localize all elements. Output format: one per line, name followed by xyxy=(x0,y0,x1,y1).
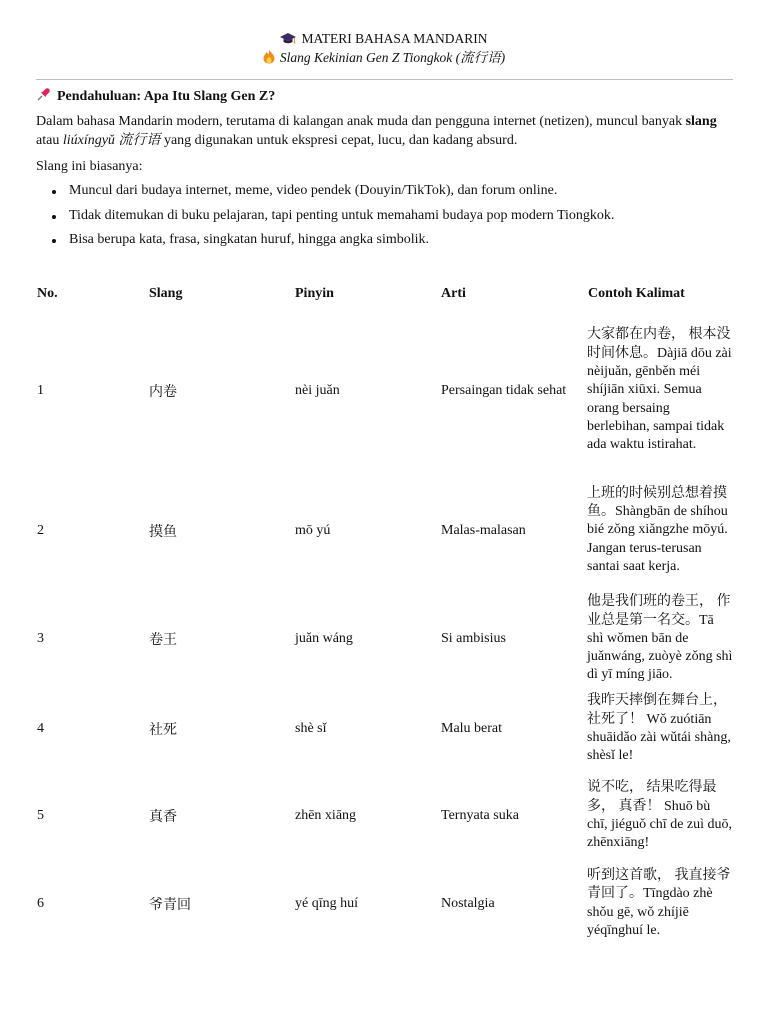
bullet-item: Bisa berupa kata, frasa, singkatan huruf, hingga angka simbolik. xyxy=(52,231,742,250)
cell-pinyin: yé qīng huí xyxy=(295,895,358,911)
cell-no: 4 xyxy=(37,721,44,736)
column-header-arti: Arti xyxy=(441,286,466,301)
table-row xyxy=(36,772,736,860)
cell-arti: Si ambisius xyxy=(441,631,506,646)
cell-pinyin: juǎn wáng xyxy=(295,631,353,646)
intro-bold-slang: slang xyxy=(685,114,717,129)
cell-slang: 爷青回 xyxy=(149,897,191,913)
fire-icon xyxy=(263,49,275,69)
cell-arti: Persaingan tidak sehat xyxy=(441,382,567,398)
document-title-line xyxy=(0,30,768,50)
cell-contoh: 说不吃， 结果吃得最多， 真香！ Shuō bù chī, jiéguǒ chī de zuì duō, zhēnxiāng! xyxy=(587,780,733,851)
header-divider xyxy=(36,79,733,80)
bullet-list xyxy=(52,182,742,256)
table-row xyxy=(36,860,736,947)
cell-contoh: 我昨天摔倒在舞台上， 社死了！ Wǒ zuótiān shuāidǎo zài wǔtái shàng, shèsǐ le! xyxy=(587,693,731,764)
document-subtitle-line xyxy=(0,49,768,69)
usually-paragraph: Slang ini biasanya: xyxy=(36,159,143,174)
cell-contoh: 他是我们班的卷王， 作业总是第一名交。Tā shì wǒmen bān de juǎnwáng, zuòyè zǒng shì dì yī míng jiāo. xyxy=(587,594,733,683)
section-heading-text: Pendahuluan: Apa Itu Slang Gen Z? xyxy=(57,89,276,104)
slang-table xyxy=(36,282,736,947)
column-header-pinyin: Pinyin xyxy=(295,286,334,301)
cell-slang: 摸鱼 xyxy=(149,524,177,540)
intro-text-2: atau xyxy=(36,132,63,148)
intro-paragraph xyxy=(36,113,736,150)
section-heading xyxy=(36,87,275,108)
document-title: MATERI BAHASA MANDARIN xyxy=(301,31,488,46)
table-header-row xyxy=(36,282,736,306)
cell-slang: 社死 xyxy=(149,723,177,738)
bullet-item: Tidak ditemukan di buku pelajaran, tapi penting untuk memahami budaya pop modern Tiongkok. xyxy=(52,207,742,226)
table-row xyxy=(36,592,736,686)
cell-contoh: 大家都在内卷， 根本没时间休息。Dàjiā dōu zài nèijuǎn, gēnběn méi shíjiān xiūxi. Semua orang bersaing berlebihan, sampai tidak ada waktu istirahat. xyxy=(587,327,732,453)
cell-arti: Malas-malasan xyxy=(441,522,526,538)
pushpin-icon xyxy=(36,87,51,108)
bullet-item: Muncul dari budaya internet, meme, video pendek (Douyin/TikTok), dan forum online. xyxy=(52,182,742,201)
cell-contoh: 上班的时候别总想着摸鱼。Shàngbān de shíhou bié zǒng xiǎngzhe mōyú. Jangan terus-terusan santai saat kerja. xyxy=(587,485,728,574)
cell-slang: 卷王 xyxy=(149,633,177,648)
column-header-no: No. xyxy=(37,286,58,301)
intro-text-3: yang digunakan untuk ekspresi cepat, lucu, dan kadang absurd. xyxy=(160,132,518,148)
table-row xyxy=(36,686,736,772)
cell-no: 3 xyxy=(37,631,44,646)
cell-pinyin: shè sǐ xyxy=(295,721,327,736)
intro-text-1: Dalam bahasa Mandarin modern, terutama di kalangan anak muda dan pengguna internet (netizen), muncul banyak xyxy=(36,114,686,129)
cell-arti: Nostalgia xyxy=(441,895,495,911)
column-header-slang: Slang xyxy=(149,286,183,301)
cell-arti: Ternyata suka xyxy=(441,808,519,823)
document-subtitle: Slang Kekinian Gen Z Tiongkok (流行语) xyxy=(279,50,506,65)
cell-no: 5 xyxy=(37,808,44,823)
cell-no: 1 xyxy=(37,382,44,398)
graduation-cap-icon xyxy=(280,32,296,50)
cell-contoh: 听到这首歌， 我直接爷青回了。Tīngdào zhè shǒu gē, wǒ zhíjiē yéqīnghuí le. xyxy=(587,867,731,938)
table-row xyxy=(36,469,736,592)
cell-no: 2 xyxy=(37,522,44,538)
cell-slang: 内卷 xyxy=(149,384,177,400)
cell-pinyin: nèi juǎn xyxy=(295,382,340,398)
table-row xyxy=(36,312,736,469)
column-header-contoh: Contoh Kalimat xyxy=(588,286,685,301)
cell-pinyin: zhēn xiāng xyxy=(295,808,357,823)
cell-pinyin: mō yú xyxy=(295,522,331,538)
cell-arti: Malu berat xyxy=(441,721,503,736)
cell-no: 6 xyxy=(37,895,44,911)
intro-italic-term: liúxíngyǔ 流行语 xyxy=(62,132,161,148)
cell-slang: 真香 xyxy=(149,810,177,825)
